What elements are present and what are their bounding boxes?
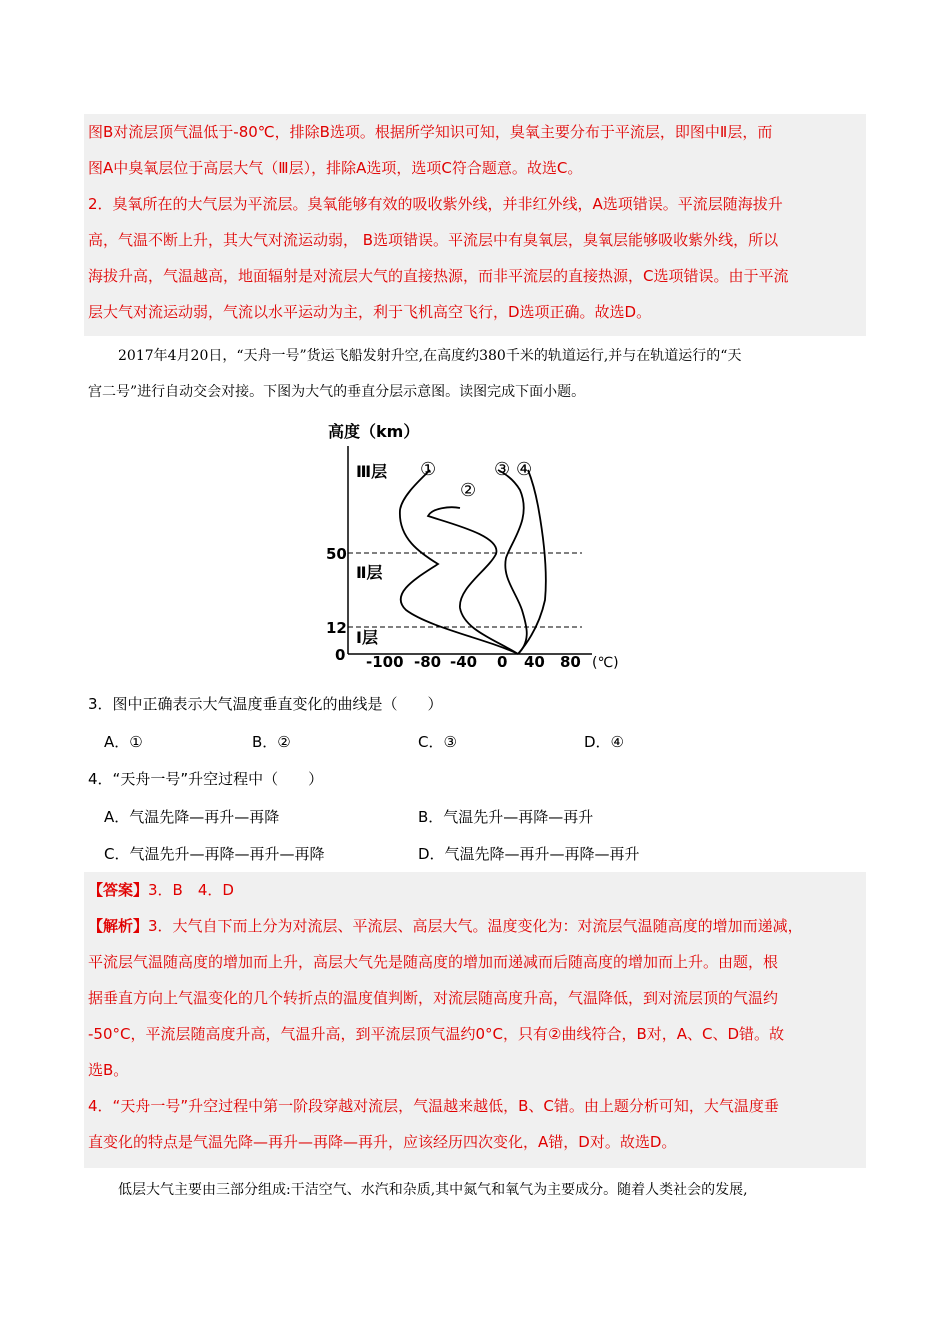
- layer-label-2: Ⅱ层: [356, 563, 383, 582]
- x-tick-label: -100: [366, 653, 404, 671]
- curve-label-4: ④: [516, 459, 533, 480]
- question-3-option-d[interactable]: D．④: [584, 733, 624, 751]
- analysis-tag: 【解析】: [88, 917, 149, 935]
- curve-label-1: ①: [420, 459, 437, 480]
- question-4-option-d[interactable]: D．气温先降—再升—再降—再升: [418, 845, 640, 863]
- x-tick-label: 80: [560, 653, 581, 671]
- analysis-line: -50°C，平流层随高度升高，气温升高，到平流层顶气温约0°C，只有②曲线符合，B对，A、C、D错。故: [88, 1025, 785, 1043]
- curve-label-2: ②: [460, 480, 477, 501]
- analysis-line: 4．“天舟一号”升空过程中第一阶段穿越对流层，气温越来越低，B、C错。由上题分析可知，大气温度垂: [88, 1097, 779, 1115]
- layer-label-1: Ⅰ层: [356, 628, 378, 647]
- y-tick-label: 0: [335, 646, 346, 664]
- explanation-block-1: [84, 114, 866, 336]
- x-tick-label: -80: [414, 653, 442, 671]
- explanation-line: 层大气对流运动弱，气流以水平运动为主，利于飞机高空飞行，D选项正确。故选D。: [88, 303, 652, 321]
- y-tick-label: 12: [326, 619, 347, 637]
- question-3-stem: 3．图中正确表示大气温度垂直变化的曲线是（ ）: [88, 695, 443, 713]
- answer-line: [84, 872, 866, 908]
- y-tick-label: 50: [326, 545, 347, 563]
- question-3-option-c[interactable]: C．③: [418, 733, 457, 751]
- layer-label-3: Ⅲ层: [356, 462, 388, 481]
- explanation-line: 图A中臭氧层位于高层大气（Ⅲ层），排除A选项，选项C符合题意。故选C。: [88, 159, 583, 177]
- intro-paragraph: [88, 338, 868, 410]
- x-tick-label: -40: [450, 653, 478, 671]
- answer-text: 3．B 4．D: [148, 881, 234, 899]
- explanation-line: 海拔升高，气温越高，地面辐射是对流层大气的直接热源，而非平流层的直接热源，C选项错误。由于平流: [88, 267, 789, 285]
- explanation-line: 高，气温不断上升，其大气对流运动弱， B选项错误。平流层中有臭氧层，臭氧层能够吸收紫外线，所以: [88, 231, 779, 249]
- x-axis-unit: (℃): [592, 655, 619, 671]
- question-4-stem: 4．“天舟一号”升空过程中（ ）: [88, 770, 324, 788]
- curve-3: [498, 470, 527, 654]
- question-4-option-b[interactable]: B．气温先升—再降—再升: [418, 808, 594, 826]
- answer-tag: 【答案】: [88, 881, 149, 899]
- analysis-line: [84, 908, 866, 944]
- x-tick-label: 0: [497, 653, 508, 671]
- explanation-line: 2．臭氧所在的大气层为平流层。臭氧能够有效的吸收紫外线，并非红外线，A选项错误。平流层随海拔升: [88, 195, 783, 213]
- curve-2: [428, 507, 518, 654]
- intro-line-2: 宫二号”进行自动交会对接。下图为大气的垂直分层示意图。读图完成下面小题。: [88, 384, 586, 400]
- footer-paragraph: [88, 1172, 868, 1208]
- footer-line: 低层大气主要由三部分组成:干洁空气、水汽和杂质,其中氮气和氧气为主要成分。随着人类社会的发展,: [118, 1182, 748, 1198]
- y-axis-title: 高度（km）: [328, 422, 420, 441]
- curve-1: [400, 470, 518, 654]
- analysis-line: 直变化的特点是气温先降—再升—再降—再升，应该经历四次变化，A错，D对。故选D。: [88, 1133, 677, 1151]
- answer-analysis-block: [84, 872, 866, 1168]
- analysis-text: 3．大气自下而上分为对流层、平流层、高层大气。温度变化为：对流层气温随高度的增加而递减，: [148, 917, 803, 935]
- atmosphere-layer-diagram: [320, 418, 640, 674]
- analysis-line: 据垂直方向上气温变化的几个转折点的温度值判断，对流层随高度升高，气温降低，到对流层顶的气温约: [88, 989, 779, 1007]
- question-4-option-a[interactable]: A．气温先降—再升—再降: [104, 808, 280, 826]
- question-3-option-b[interactable]: B．②: [252, 733, 291, 751]
- x-tick-label: 40: [524, 653, 545, 671]
- analysis-line: 平流层气温随高度的增加而上升，高层大气先是随高度的增加而递减而后随高度的增加而上升。由题，根: [88, 953, 779, 971]
- analysis-line: 选B。: [88, 1061, 129, 1079]
- curve-label-3: ③: [494, 459, 511, 480]
- intro-line-1: 2017年4月20日，“天舟一号”货运飞船发射升空,在高度约380千米的轨道运行,并与在轨道运行的“天: [118, 348, 742, 364]
- question-3-option-a[interactable]: A．①: [104, 733, 143, 751]
- explanation-line: 图B对流层顶气温低于-80℃，排除B选项。根据所学知识可知，臭氧主要分布于平流层，即图中Ⅱ层，而: [88, 123, 773, 141]
- question-4-option-c[interactable]: C．气温先升—再降—再升—再降: [104, 845, 325, 863]
